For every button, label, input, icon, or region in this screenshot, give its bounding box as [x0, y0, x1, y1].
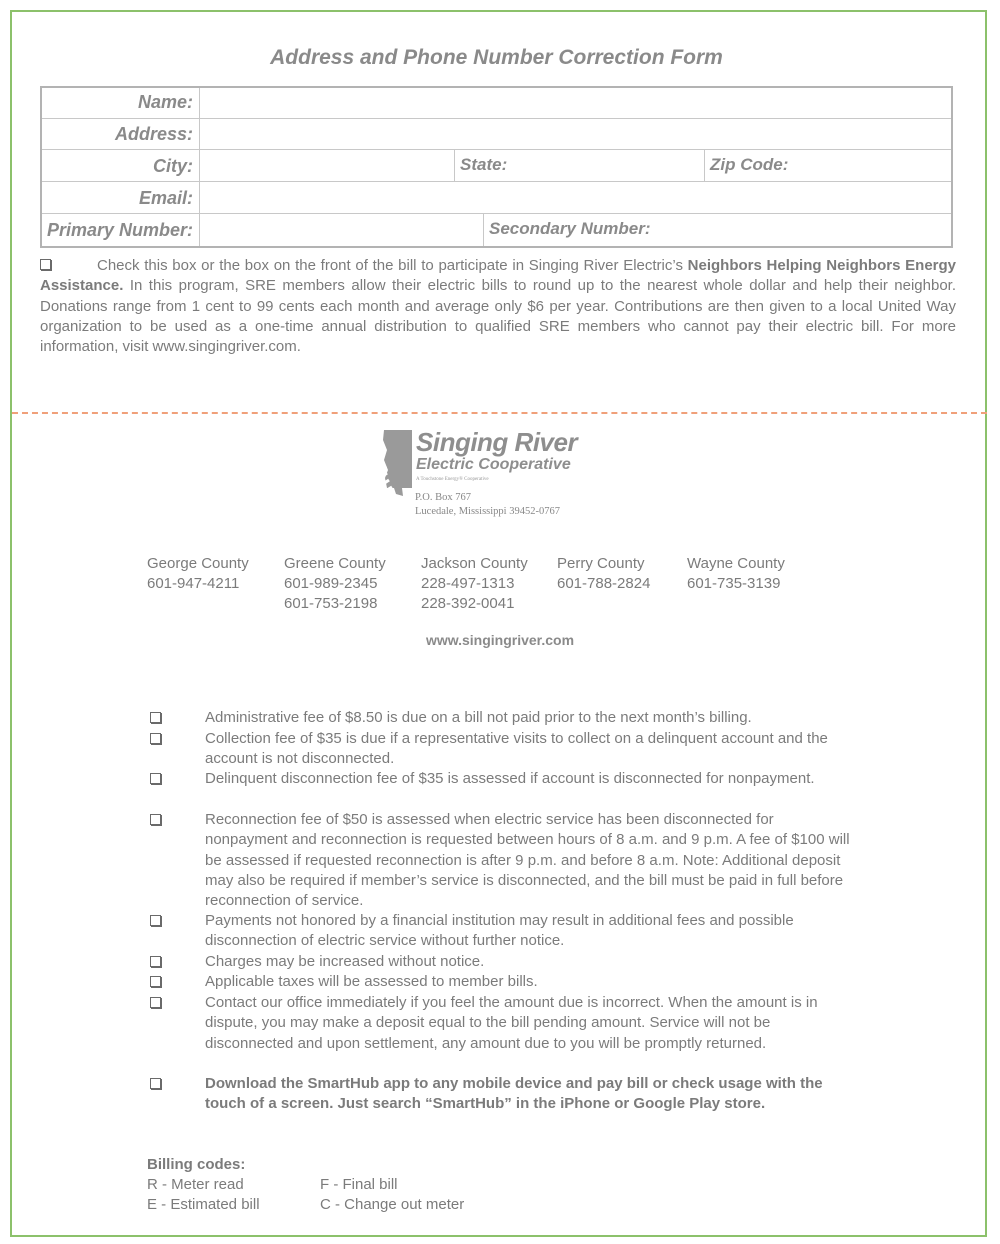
zip-code-label: Zip Code:: [710, 155, 789, 174]
name-row: [42, 88, 951, 119]
notice-checkbox[interactable]: [150, 712, 161, 723]
county-george: [147, 554, 249, 594]
notice-text: Contact our office immediately if you feel the amount due is incorrect. When the amount is in dispute, you may make a deposit equal to the bill pending amount. Service will not be disconnected and upon settlement, any amount due to you will be promptly returned.: [205, 994, 818, 1052]
county-name: Perry County: [557, 555, 645, 572]
billing-code: F - Final bill: [320, 1176, 398, 1193]
county-phone-secondary: 228-392-0041: [421, 595, 515, 612]
program-body: In this program, SRE members allow their electric bills to round up to the nearest whole dollar and help their neighbor. Donations range from 1 cent to 99 cents each month and average only $6 per year. Contributions are then given to a local United Way organization to be used as a one-time annual distribution to qualified SRE members who cannot pay their electric bill. For more information, visit www.singingriver.com.: [40, 277, 956, 356]
county-name: George County: [147, 555, 249, 572]
county-phone: 601-788-2824: [557, 575, 651, 592]
website-link[interactable]: www.singingriver.com: [425, 632, 575, 648]
county-wayne: [687, 554, 785, 594]
program-intro: Check this box or the box on the front of the bill to participate in Singing River Electric’s: [97, 257, 688, 274]
address-line-2: Lucedale, Mississippi 39452-0767: [415, 506, 560, 517]
cut-line: [12, 412, 987, 414]
county-jackson: [421, 554, 528, 614]
notice-text: Reconnection fee of $50 is assessed when electric service has been disconnected for nonpayment and reconnection is requested between hours of 8 a.m. and 9 p.m. A fee of $100 will be assessed if requested reconnection is after 9 p.m. and before 8 a.m. Note: Additional deposit may also be required if member’s service is disconnected, and the bill must be paid in full before reconnection of service.: [205, 811, 850, 910]
email-row: [42, 182, 951, 214]
logo-tagline: A Touchstone Energy® Cooperative: [416, 477, 489, 482]
mississippi-map-icon: [372, 426, 418, 504]
billing-codes-heading: [147, 1155, 245, 1175]
city-label: City:: [42, 150, 200, 181]
county-phone: 601-989-2345: [284, 575, 378, 592]
notice-checkbox[interactable]: [150, 1078, 161, 1089]
billing-code: C - Change out meter: [320, 1196, 465, 1214]
primary-number-label: Primary Number:: [42, 214, 200, 246]
notice-text: Download the SmartHub app to any mobile device and pay bill or check usage with the touch of a screen. Just search “SmartHub” in the iPhone or Google Play store.: [205, 1075, 823, 1113]
county-perry: [557, 554, 650, 594]
program-name: Neighbors Helping Neighbors Energy Assistance.: [40, 257, 957, 295]
notice-text: Delinquent disconnection fee of $35 is assessed if account is disconnected for nonpayment.: [205, 770, 815, 787]
round-up-program-paragraph: [40, 256, 956, 357]
correction-form-table: [40, 86, 953, 248]
billing-codes-col2: [320, 1175, 464, 1216]
county-phone: 601-735-3139: [687, 575, 781, 592]
county-name: Wayne County: [687, 555, 785, 572]
county-name: Greene County: [284, 555, 386, 572]
mailing-address: [415, 491, 560, 519]
logo-name: Singing River: [416, 427, 578, 457]
notice-text: Applicable taxes will be assessed to member bills.: [205, 973, 538, 990]
email-label: Email:: [42, 182, 200, 213]
billing-heading: Billing codes:: [147, 1156, 246, 1173]
billing-codes-col1: [147, 1175, 260, 1216]
county-phone-secondary: 601-753-2198: [284, 595, 378, 612]
logo-subtitle: Electric Cooperative: [416, 456, 571, 473]
notice-checkbox[interactable]: [150, 733, 161, 744]
phone-row: [42, 214, 951, 246]
city-row: [42, 150, 951, 182]
notice-text: Administrative fee of $8.50 is due on a bill not paid prior to the next month’s billing.: [205, 709, 752, 726]
notice-checkbox[interactable]: [150, 915, 161, 926]
name-label: Name:: [42, 88, 200, 118]
form-title: Address and Phone Number Correction Form: [270, 46, 723, 69]
secondary-number-label: Secondary Number:: [489, 219, 651, 238]
notice-checkbox[interactable]: [150, 976, 161, 987]
notice-text: Collection fee of $35 is due if a representative visits to collect on a delinquent account and the account is not disconnected.: [205, 730, 828, 768]
notice-checkbox[interactable]: [150, 997, 161, 1008]
state-label: State:: [460, 155, 508, 174]
notice-checkbox[interactable]: [150, 814, 161, 825]
billing-code: E - Estimated bill: [147, 1196, 260, 1214]
notice-checkbox[interactable]: [150, 956, 161, 967]
billing-code: R - Meter read: [147, 1176, 244, 1193]
county-phone: 601-947-4211: [147, 575, 240, 592]
address-label: Address:: [42, 119, 200, 149]
address-line-1: P.O. Box 767: [415, 492, 472, 503]
county-greene: [284, 554, 386, 614]
notice-checkbox[interactable]: [150, 773, 161, 784]
county-name: Jackson County: [421, 555, 528, 572]
notice-text: Charges may be increased without notice.: [205, 953, 485, 970]
county-phone: 228-497-1313: [421, 575, 515, 592]
address-row: [42, 119, 951, 150]
notice-text: Payments not honored by a financial institution may result in additional fees and possible disconnection of electric service without further notice.: [205, 912, 794, 950]
participate-checkbox[interactable]: [40, 259, 51, 270]
